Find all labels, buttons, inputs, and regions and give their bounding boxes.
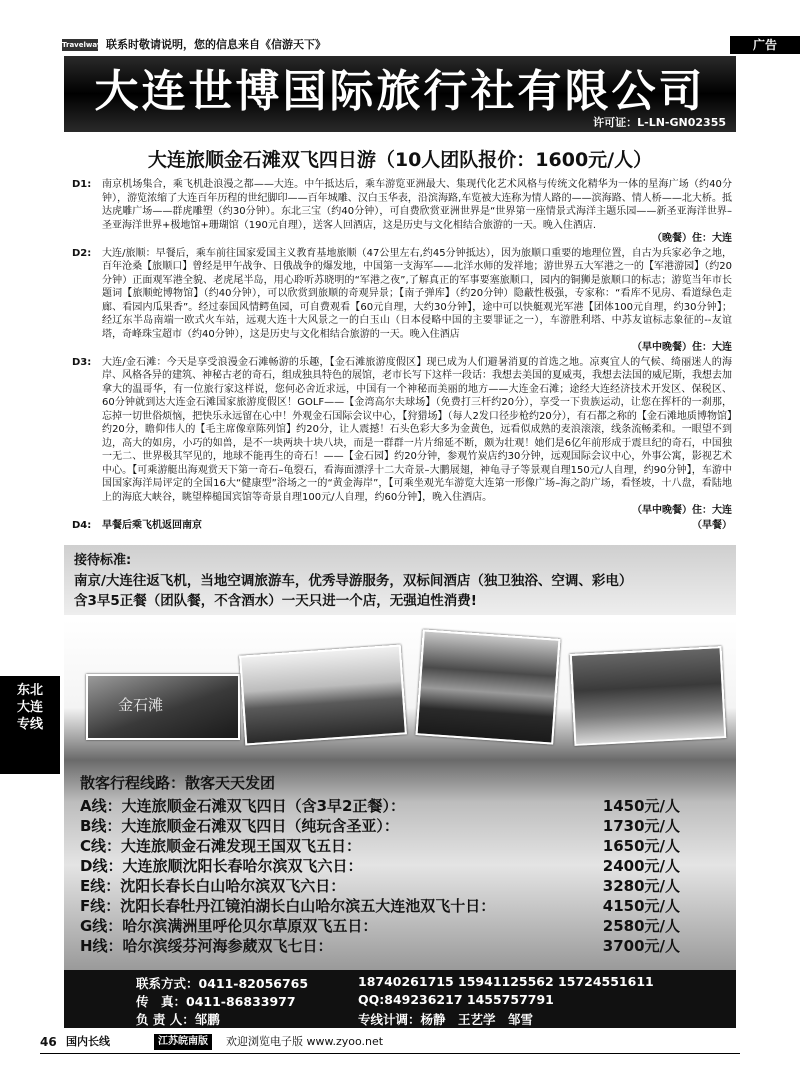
day-text: 大连/金石滩：今天是享受浪漫金石滩畅游的乐趣，【金石滩旅游度假区】现已成为人们避暑消夏的首选之地。凉爽宜人的气候、绮丽迷人的海岸、风格各异的建筑、神秘古老的奇石，组成独具特色的展馆，老市长写下这样一段话：我想去美国的夏威夷，我想去法国的威尼斯，我想去加拿大的温哥华，有一位旅行家这样说，您何必舍近求远，中国有一个神秘而美丽的地方——大连金石滩；途经大连经济技术开发区、保税区、60分钟就到达大连金石滩国家旅游度假区！GOLF——【金湾高尔夫球场】（免费打三杆约20分），享受一下贵族运动，让您在挥杆的一刹那，忘掉一切世俗烦恼，把快乐永远留在心中！外观金石国际会议中心，【狩猎场】（每人2发口径步枪约20分），有石都之称的【金石滩地质博物馆】约20分，瞻仰伟人的【毛主席像章陈列馆】约20分，让人震撼！石头色彩大多为金黄色，远看似成熟的麦浪滚滚，线条流畅柔和。一眼望不到边，高大的如房，小巧的如兽，是不一块两块十块八块，而是一群群一片片绵延不断，颇为壮观！她们是6亿年前形成于震旦纪的奇石，中国独一无二、世界极其罕见的，地球不能再生的奇石！——【金石园】约20分钟，参观竹炭店约30分钟，远观国际会议中心，外事公寓，影视艺术中心。【可乘游艇出海观赏天下第一奇石–龟裂石，看海面漂浮十二大奇景–大鹏展翅，神龟寻子等景观自理150元/人自理，约90分钟】，车游中国国家海洋局评定的全国16大“健康型”浴场之一的“黄金海岸”，【可乘坐观光车游览大连第一形像广场–海之韵广场，看怪坡，十八盘，看陆地上的海底大峡谷，眺望棒槌国宾馆等奇景自理100元/人自理，约60分钟】，晚入住酒店。 <box>102 356 732 503</box>
contact-box <box>64 970 736 1028</box>
photo-mountain-lake <box>415 629 560 744</box>
route-list <box>80 772 680 956</box>
photo-golden-stone <box>86 674 240 740</box>
section-name: 国内长线 <box>66 1035 110 1048</box>
standards-line-1: 南京/大连往返飞机，当地空调旅游车，优秀导游服务，双标间酒店（独卫独浴、空调、彩电） <box>74 573 633 589</box>
contact-mobiles: 18740261715 15941125562 15724551611 <box>358 974 654 989</box>
top-note-bar <box>60 36 800 54</box>
itinerary-day <box>72 247 732 355</box>
day-label: D4: <box>72 519 92 531</box>
photo-rocky-coast <box>570 646 727 746</box>
reception-standards <box>64 545 736 615</box>
company-name: 大连世博国际旅行社有限公司 <box>94 66 706 117</box>
day-label: D3: <box>72 356 92 368</box>
route-item <box>80 916 680 936</box>
day-end-left: 早餐后乘飞机返回南京 <box>102 519 202 531</box>
photo-label: 金石滩 <box>118 696 164 714</box>
contact-qq: QQ:849236217 1455757791 <box>358 992 554 1007</box>
website-link[interactable]: 欢迎浏览电子版 www.zyoo.net <box>226 1035 384 1048</box>
route-name: H线：哈尔滨绥芬河海参葳双飞七日： <box>80 937 333 955</box>
itinerary-day <box>72 519 732 533</box>
edition-badge: 江苏皖南版 <box>154 1034 212 1050</box>
contact-manager: 负 责 人：邹鹏 <box>136 1012 220 1027</box>
license-number: 许可证：L-LN-GN02355 <box>593 116 726 129</box>
route-price: 1650元/人 <box>602 837 680 855</box>
route-name: A线：大连旅顺金石滩双飞四日（含3早2正餐）： <box>80 797 405 815</box>
itinerary-day <box>72 178 732 246</box>
day-text: 南京机场集合，乘飞机赴浪漫之都——大连。中午抵达后，乘车游览亚洲最大、集现代化艺术风格与传统文化精华为一体的星海广场（约40分钟），游览浓缩了大连百年历程的世纪脚印——百年城雕、汉白玉华表，沿滨海路,车览被大连称为情人路的——滨海路、情人桥——北大桥。抵达虎雕广场——群虎雕塑（约30分钟）。东北三宝（约40分钟），可自费欣赏亚洲世界是“世界第一座情景式海洋主题乐园——新圣亚海洋世界–圣亚海洋世界+极地馆+珊瑚馆（190元自理），送客人回酒店，这是历史与文化相结合旅游的一天。晚入住酒店. <box>102 179 732 231</box>
side-tab-text: 东北大连专线 <box>17 683 44 732</box>
route-name: F线：沈阳长春牡丹江镜泊湖长白山哈尔滨五大连池双飞十日： <box>80 897 496 915</box>
route-item <box>80 816 680 836</box>
route-name: B线：大连旅顺金石滩双飞四日（纯玩含圣亚）： <box>80 817 399 835</box>
day-meals-lodging: （晚餐）住：大连 <box>652 233 732 244</box>
day-meals <box>102 504 732 518</box>
contact-phone: 联系方式：0411-82056765 <box>136 976 309 991</box>
route-name: G线：哈尔滨满洲里呼伦贝尔草原双飞五日： <box>80 917 378 935</box>
route-item <box>80 876 680 896</box>
day-meals-lodging: （早中晚餐）住：大连 <box>632 342 732 353</box>
company-banner <box>64 56 736 132</box>
route-side-tab <box>0 676 60 774</box>
page-footer <box>40 1032 740 1052</box>
route-price: 3280元/人 <box>602 877 680 895</box>
route-price: 4150元/人 <box>602 897 680 915</box>
ad-tag: 广告 <box>730 36 800 54</box>
standards-label: 接待标准: <box>74 553 132 568</box>
day-meals <box>102 341 732 355</box>
route-item <box>80 896 680 916</box>
itinerary-day <box>72 356 732 518</box>
day-label: D1: <box>72 179 92 190</box>
route-price: 2580元/人 <box>602 917 680 935</box>
route-price: 2400元/人 <box>602 857 680 875</box>
contact-hotline: 专线计调：杨静 王艺学 邹雪 <box>358 1012 534 1027</box>
standards-line-2: 含3早5正餐（团队餐，不含酒水）一天只进一个店，无强迫性消费! <box>74 593 477 609</box>
route-price: 3700元/人 <box>602 937 680 955</box>
route-name: D线：大连旅顺沈阳长春哈尔滨双飞六日： <box>80 857 363 875</box>
contact-fax: 传 真：0411-86833977 <box>136 994 296 1009</box>
route-name: E线：沈阳长春长白山哈尔滨双飞六日： <box>80 877 346 895</box>
route-item <box>80 936 680 956</box>
day-text: 大连/旅顺：早餐后，乘车前往国家爱国主义教育基地旅顺（47公里左右,约45分钟抵达），因为旅顺口重要的地理位置，自古为兵家必争之地，百年沧桑【旅顺口】曾经是甲午战争、日俄战争的爆发地，中国第一支海军——北洋水师的发祥地；游世界五大军港之一的【军港游园】（约20分钟）正面观军港全貌、老虎尾半岛，用心聆听苏晓明的“军港之夜”,了解真正的军事要塞旅顺口，园内的铜狮是旅顺口的标志；游览当年市长题词【旅顺蛇博物馆】（约40分钟），可以欣赏到旅顺的奇观异景；【南子弹库】（约20分钟）隐蔽性极强，专家称：“看库不见房、看道绿色走廊、看园内瓜果香”。经过泰国风情鳄鱼园，可自费观看【60元自理，大约30分钟】，途中可以快艇观光军港【团体100元自理，约30分钟】；经辽东半岛南端一欧式火车站，远观大连十大风景之一的白玉山（日本侵略中国的主要罪证之一），车游胜利塔、中苏友谊标志象征的--友谊塔，奇峰珠宝超市（约40分钟），这是历史与文化相结合旅游的一天。晚入住酒店 <box>102 247 732 340</box>
day-meals <box>102 232 732 246</box>
day-meals <box>102 519 732 533</box>
source-note: 联系时敬请说明，您的信息来自《信游天下》 <box>106 38 326 51</box>
day-label: D2: <box>72 247 92 259</box>
route-name: C线：大连旅顺金石滩发现王国双飞五日： <box>80 837 362 855</box>
footer-rule <box>40 1053 740 1054</box>
route-price: 1450元/人 <box>602 797 680 815</box>
day-meals-lodging: （早餐） <box>692 519 732 531</box>
photo-grassland <box>239 644 407 745</box>
tour-title: 大连旅顺金石滩双飞四日游（10人团队报价：1600元/人） <box>147 149 653 171</box>
route-item <box>80 836 680 856</box>
day-meals-lodging: （早中晚餐）住：大连 <box>632 505 732 516</box>
page-number: 46 <box>40 1035 57 1049</box>
magazine-logo: Travelways <box>62 41 106 49</box>
route-item <box>80 856 680 876</box>
routes-heading: 散客行程线路：散客天天发团 <box>80 774 276 792</box>
route-price: 1730元/人 <box>602 817 680 835</box>
route-item <box>80 796 680 816</box>
itinerary <box>72 178 732 533</box>
